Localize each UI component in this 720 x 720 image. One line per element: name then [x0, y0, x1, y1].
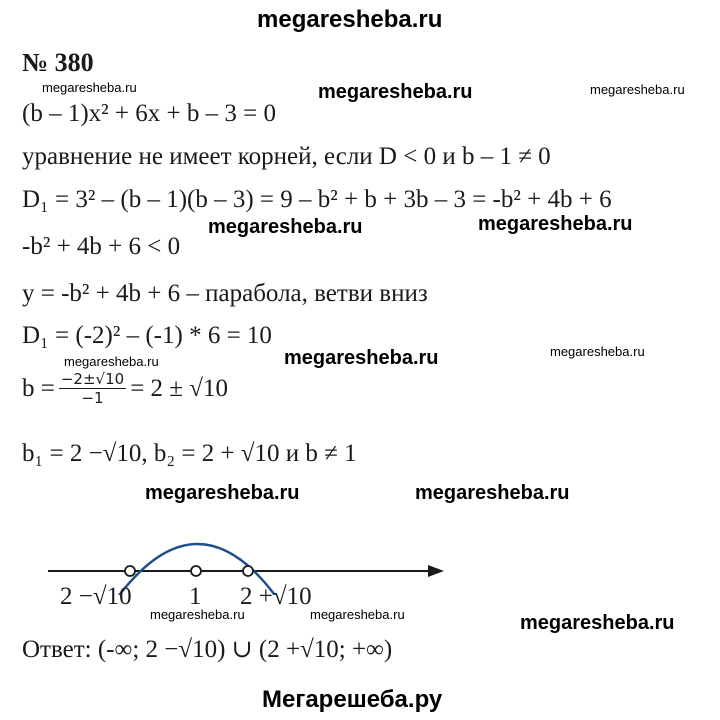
inequality-line: -b² + 4b + 6 < 0 — [22, 233, 181, 260]
site-header: megaresheba.ru — [257, 6, 443, 33]
site-footer: Мегарешеба.ру — [262, 686, 443, 713]
watermark: megaresheba.ru — [208, 216, 363, 238]
answer-line: Ответ: (-∞; 2 −√10) ∪ (2 +√10; +∞) — [22, 636, 393, 663]
condition-line: уравнение не имеет корней, если D < 0 и b – 1 ≠ 0 — [22, 143, 551, 170]
watermark: megaresheba.ru — [415, 482, 570, 504]
watermark-small: megaresheba.ru — [590, 82, 685, 97]
discriminant-value-line: D₁ = (-2)² – (-1) * 6 = 10 — [22, 322, 272, 349]
watermark: megaresheba.ru — [478, 213, 633, 235]
parabola-line: y = -b² + 4b + 6 – парабола, ветви вниз — [22, 280, 428, 307]
discriminant-line: D₁ = 3² – (b – 1)(b – 3) = 9 – b² + b + 3b – 3 = -b² + 4b + 6 — [22, 186, 612, 213]
tick-label-left-root: 2 −√10 — [60, 583, 132, 610]
watermark: megaresheba.ru — [284, 347, 439, 369]
fraction-numerator: −2±√10 — [60, 370, 125, 388]
point-one — [191, 566, 201, 576]
point-right-root — [243, 566, 253, 576]
task-number: № 380 — [22, 48, 94, 77]
point-left-root — [125, 566, 135, 576]
watermark-small: megaresheba.ru — [310, 607, 405, 622]
watermark: megaresheba.ru — [318, 81, 473, 103]
watermark-small: megaresheba.ru — [64, 354, 159, 369]
tick-label-right-root: 2 +√10 — [240, 583, 312, 610]
tick-label-one: 1 — [189, 583, 202, 610]
fraction-denominator: −1 — [81, 389, 104, 407]
b-prefix: b = — [22, 374, 55, 402]
b-result: = 2 ± √10 — [130, 374, 228, 402]
axis-arrow-icon — [428, 565, 444, 577]
watermark-small: megaresheba.ru — [150, 607, 245, 622]
watermark-small: megaresheba.ru — [550, 344, 645, 359]
watermark-small: megaresheba.ru — [42, 80, 137, 95]
watermark: megaresheba.ru — [145, 482, 300, 504]
equation-line: (b – 1)x² + 6x + b – 3 = 0 — [22, 100, 276, 127]
root-fraction — [59, 370, 126, 407]
roots-line: b₁ = 2 −√10, b₂ = 2 + √10 и b ≠ 1 — [22, 440, 357, 467]
root-formula-line — [22, 370, 228, 407]
watermark: megaresheba.ru — [520, 612, 675, 634]
